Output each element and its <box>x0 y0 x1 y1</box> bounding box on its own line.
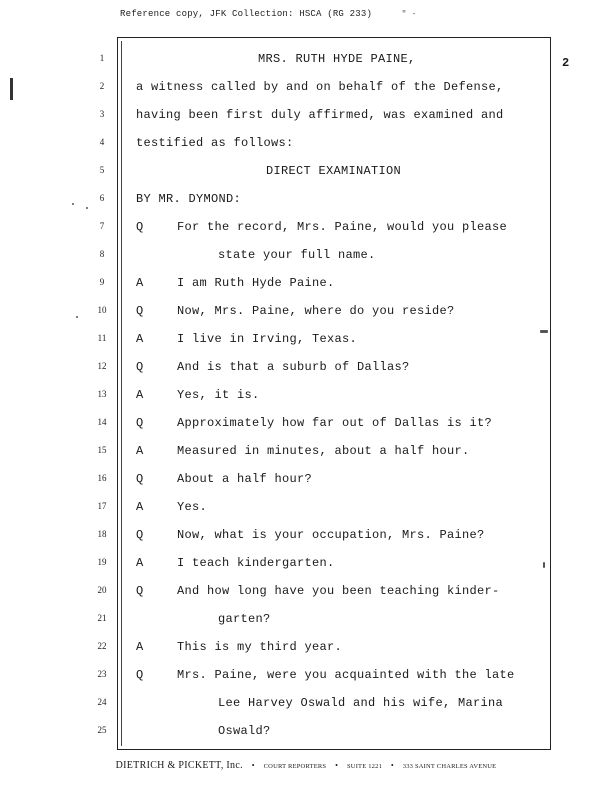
line-number: 10 <box>97 305 107 315</box>
address-label: 333 SAINT CHARLES AVENUE <box>402 763 497 770</box>
transcript-line: a witness called by and on behalf of the Defense, <box>136 80 504 94</box>
line-number: 3 <box>99 109 105 119</box>
line-number: 19 <box>97 557 107 567</box>
bullet-icon: • <box>390 761 394 770</box>
question-text: About a half hour? <box>177 472 313 486</box>
scan-speck <box>72 203 74 205</box>
line-number: 4 <box>99 137 105 147</box>
bullet-icon: • <box>251 761 255 770</box>
line-number: 1 <box>99 53 105 63</box>
line-number: 24 <box>97 697 107 707</box>
answer-text: This is my third year. <box>177 640 343 654</box>
transcript-line: testified as follows: <box>136 136 294 150</box>
margin-mark <box>10 78 13 100</box>
question-text: garten? <box>218 612 271 626</box>
bullet-icon: • <box>335 761 339 770</box>
line-number: 13 <box>97 389 107 399</box>
header-mark: " - <box>401 10 417 19</box>
qa-marker: Q <box>136 584 144 598</box>
qa-marker: Q <box>136 220 144 234</box>
line-number: 15 <box>97 445 107 455</box>
reference-text: Reference copy, JFK Collection: HSCA (RG 233) <box>120 9 373 19</box>
scan-speck <box>86 207 88 209</box>
qa-marker: A <box>136 444 144 458</box>
qa-marker: A <box>136 276 144 290</box>
line-number: 20 <box>97 585 107 595</box>
line-number: 25 <box>97 725 107 735</box>
line-number: 11 <box>97 333 107 343</box>
suite-label: SUITE 1221 <box>346 763 383 770</box>
line-number: 18 <box>97 529 107 539</box>
answer-text: Measured in minutes, about a half hour. <box>177 444 470 458</box>
court-reporter-footer <box>0 760 612 771</box>
qa-marker: Q <box>136 416 144 430</box>
qa-marker: Q <box>136 304 144 318</box>
question-text: Now, Mrs. Paine, where do you reside? <box>177 304 455 318</box>
scan-speck <box>543 562 545 568</box>
answer-text: I am Ruth Hyde Paine. <box>177 276 335 290</box>
question-text: Lee Harvey Oswald and his wife, Marina <box>218 696 504 710</box>
line-number: 12 <box>97 361 107 371</box>
transcript-line: having been first duly affirmed, was examined and <box>136 108 504 122</box>
question-text: And is that a suburb of Dallas? <box>177 360 410 374</box>
question-text: state your full name. <box>218 248 376 262</box>
qa-marker: Q <box>136 668 144 682</box>
line-number: 14 <box>97 417 107 427</box>
question-text: Now, what is your occupation, Mrs. Paine? <box>177 528 485 542</box>
answer-text: Yes. <box>177 500 208 514</box>
scan-speck <box>540 330 548 333</box>
answer-text: I live in Irving, Texas. <box>177 332 358 346</box>
line-number: 17 <box>97 501 107 511</box>
answer-text: Yes, it is. <box>177 388 260 402</box>
line-number: 2 <box>99 81 105 91</box>
qa-marker: A <box>136 640 144 654</box>
qa-marker: A <box>136 556 144 570</box>
line-number: 5 <box>99 165 105 175</box>
answer-text: I teach kindergarten. <box>177 556 335 570</box>
line-number: 16 <box>97 473 107 483</box>
qa-marker: A <box>136 388 144 402</box>
line-number: 6 <box>99 193 105 203</box>
reporters-label: COURT REPORTERS <box>263 763 327 770</box>
line-number: 7 <box>99 221 105 231</box>
witness-name: MRS. RUTH HYDE PAINE, <box>258 52 416 66</box>
question-text: Oswald? <box>218 724 271 738</box>
qa-marker: A <box>136 332 144 346</box>
line-number: 23 <box>97 669 107 679</box>
examiner-line: BY MR. DYMOND: <box>136 192 242 206</box>
qa-marker: Q <box>136 360 144 374</box>
line-number: 21 <box>97 613 107 623</box>
qa-marker: Q <box>136 528 144 542</box>
question-text: Approximately how far out of Dallas is it? <box>177 416 493 430</box>
qa-marker: A <box>136 500 144 514</box>
reference-header <box>120 9 417 19</box>
qa-marker: Q <box>136 472 144 486</box>
section-heading: DIRECT EXAMINATION <box>266 164 402 178</box>
line-number: 8 <box>99 249 105 259</box>
question-text: For the record, Mrs. Paine, would you please <box>177 220 508 234</box>
line-number: 22 <box>97 641 107 651</box>
line-number: 9 <box>99 277 105 287</box>
firm-name: DIETRICH & PICKETT, Inc. <box>115 760 243 771</box>
question-text: Mrs. Paine, were you acquainted with the late <box>177 668 515 682</box>
question-text: And how long have you been teaching kinder- <box>177 584 500 598</box>
page-number: 2 <box>562 56 570 70</box>
scan-speck <box>76 316 78 318</box>
